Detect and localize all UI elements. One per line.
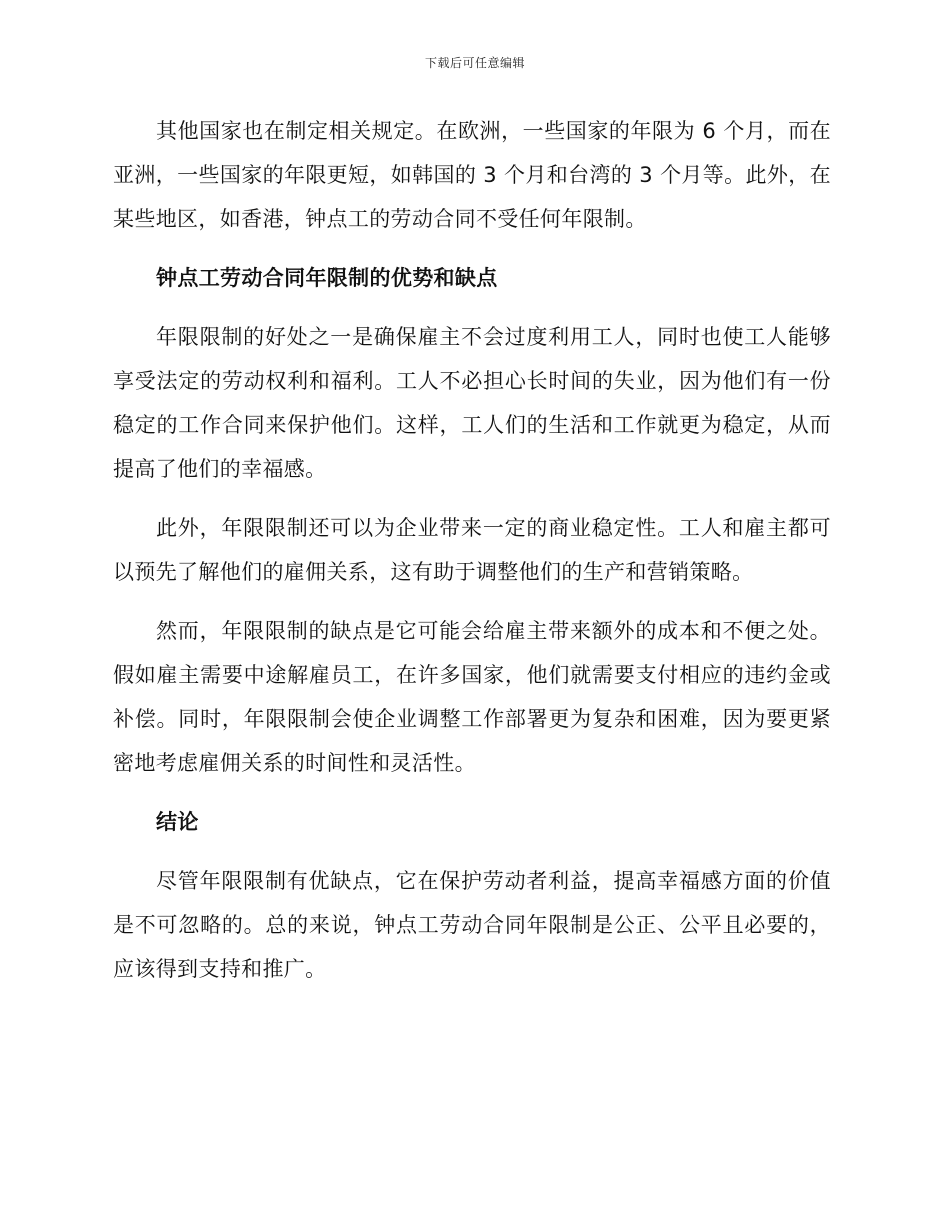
paragraph-business-stability: 此外，年限限制还可以为企业带来一定的商业稳定性。工人和雇主都可以预先了解他们的雇佣关系，这有助于调整他们的生产和营销策略。 <box>113 516 831 584</box>
document-body <box>113 109 831 1006</box>
paragraph-drawbacks: 然而，年限限制的缺点是它可能会给雇主带来额外的成本和不便之处。假如雇主需要中途解雇员工，在许多国家，他们就需要支付相应的违约金或补偿。同时，年限限制会使企业调整工作部署更为复杂和困难，因为要更紧密地考虑雇佣关系的时间性和灵活性。 <box>113 619 831 775</box>
paragraph-benefits: 年限限制的好处之一是确保雇主不会过度利用工人，同时也使工人能够享受法定的劳动权利和福利。工人不必担心长时间的失业，因为他们有一份稳定的工作合同来保护他们。这样，工人们的生活和工作就更为稳定，从而提高了他们的幸福感。 <box>113 325 831 481</box>
section-heading-conclusion: 结论 <box>156 810 199 834</box>
paragraph-other-countries: 其他国家也在制定相关规定。在欧洲，一些国家的年限为 6 个月，而在亚洲，一些国家的年限更短，如韩国的 3 个月和台湾的 3 个月等。此外，在某些地区，如香港，钟点工的劳动合同不受任何年限制。 <box>113 119 831 231</box>
section-heading-pros-cons: 钟点工劳动合同年限制的优势和缺点 <box>156 266 498 290</box>
page-header: 下载后可任意编辑 <box>424 56 525 70</box>
paragraph-conclusion: 尽管年限限制有优缺点，它在保护劳动者利益，提高幸福感方面的价值是不可忽略的。总的来说，钟点工劳动合同年限制是公正、公平且必要的，应该得到支持和推广。 <box>113 869 831 981</box>
